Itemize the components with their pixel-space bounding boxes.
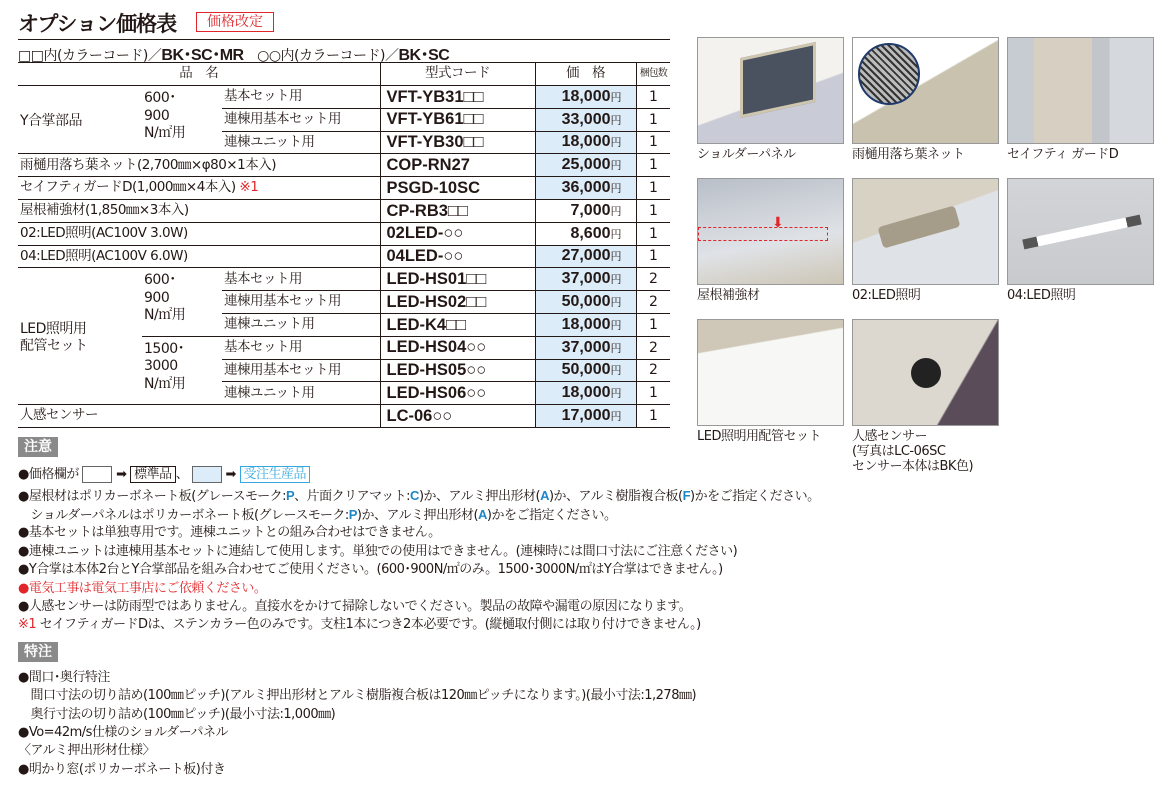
group-label: 600･ 900 N/㎡用 (142, 268, 222, 336)
qty-cell: 2 (636, 336, 670, 359)
circle-codes: BK･SC (398, 47, 450, 64)
header-code: 型式コード (380, 63, 535, 86)
square-code-label: □□内(カラーコード)／ (18, 48, 162, 64)
yen-unit: 円 (610, 114, 622, 127)
price-value: 25,000 (561, 156, 611, 174)
qty-cell: 1 (636, 86, 670, 109)
product-photo (852, 37, 999, 144)
price-value: 18,000 (561, 87, 611, 105)
standard-swatch (82, 466, 112, 483)
price-value: 50,000 (561, 361, 611, 379)
yen-unit: 円 (610, 91, 622, 104)
price-value: 27,000 (561, 247, 611, 265)
qty-cell: 2 (636, 268, 670, 291)
table-row (18, 268, 670, 291)
page-title: オプション価格表 (18, 12, 177, 36)
price-value: 50,000 (561, 293, 611, 311)
price-cell (535, 177, 636, 200)
note-line: ●連棟ユニットは連棟用基本セットに連結して使用します。単独での使用はできません。(連棟時には間口寸法にご注意ください) (18, 543, 738, 559)
item-name-text: セイフティガードD(1,000㎜×4本入) (20, 179, 236, 196)
product-code: LED-HS05○○ (380, 359, 535, 382)
qty-cell: 2 (636, 359, 670, 382)
price-value: 37,000 (561, 270, 611, 288)
net-shape (858, 43, 920, 105)
note-sensor: ●人感センサーは防雨型ではありません。直接水をかけて掃除しないでください。製品の故障や漏電の原因になります。 (18, 599, 692, 614)
yen-unit: 円 (610, 228, 622, 241)
price-value: 18,000 (561, 133, 611, 151)
product-code: LED-K4□□ (380, 313, 535, 336)
product-code: VFT-YB61□□ (380, 108, 535, 131)
footnote-text: セイフティガードDは、ステンカラー色のみです。支柱1本につき2本必要です。(縦樋取付側には取り付けできません。) (36, 617, 701, 632)
yen-unit: 円 (610, 365, 622, 378)
highlight-box (698, 227, 828, 241)
yen-unit: 円 (610, 137, 622, 150)
product-code: VFT-YB31□□ (380, 86, 535, 109)
note-line: ●Y合掌は本体2台とY合掌部品を組み合わせてご使用ください。(600･900N/㎡のみ。1500･3000N/㎡はY合掌はできません。) (18, 562, 723, 577)
product-code: LED-HS04○○ (380, 336, 535, 359)
footnote (18, 617, 701, 633)
yen-unit: 円 (610, 342, 622, 355)
product-photo (1007, 37, 1154, 144)
photo-caption: 屋根補強材 (697, 288, 760, 303)
header-price: 価 格 (535, 63, 636, 86)
price-value: 17,000 (561, 407, 611, 425)
item-subname: 連棟用基本セット用 (222, 291, 380, 314)
item-name (18, 222, 380, 245)
table-row (18, 245, 670, 268)
photo-caption: 雨樋用落ち葉ネット (852, 147, 965, 162)
legend-prefix: ●価格欄が (18, 467, 79, 482)
qty-cell: 1 (636, 222, 670, 245)
price-value: 18,000 (561, 315, 611, 333)
qty-cell: 1 (636, 245, 670, 268)
photo-caption: 04:LED照明 (1007, 288, 1076, 303)
special-line: ●間口･奥行特注 (18, 670, 110, 685)
special-line: ●Vo=42m/s仕様のショルダーパネル (18, 724, 229, 740)
product-photo (697, 178, 844, 285)
price-value: 8,600 (570, 224, 611, 242)
qty-cell: 1 (636, 199, 670, 222)
qty-cell: 1 (636, 131, 670, 154)
product-photo (697, 37, 844, 144)
special-badge: 特注 (18, 642, 58, 662)
item-name: 人感センサー (18, 405, 380, 428)
item-name (18, 177, 380, 200)
product-code: CP-RB3□□ (380, 199, 535, 222)
product-code: LED-HS02□□ (380, 291, 535, 314)
price-cell (535, 268, 636, 291)
price-value: 18,000 (561, 384, 611, 402)
product-code: LC-06○○ (380, 405, 535, 428)
product-photo (852, 178, 999, 285)
item-name-text: 雨樋用落ち葉ネット(2,700㎜×φ80×1本入) (20, 156, 276, 173)
notes-badge: 注意 (18, 437, 58, 457)
yen-unit: 円 (610, 183, 622, 196)
price-cell (535, 313, 636, 336)
table-row (18, 154, 670, 177)
table-row (18, 222, 670, 245)
price-cell (535, 108, 636, 131)
price-cell (535, 245, 636, 268)
price-value: 7,000 (570, 201, 611, 219)
panel-shape (740, 42, 816, 118)
product-code: COP-RN27 (380, 154, 535, 177)
note-line: ショルダーパネルはポリカーボネート板(グレースモーク:P)か、アルミ押出形材(A)かをご指定ください。 (18, 506, 617, 523)
yen-unit: 円 (610, 251, 622, 264)
price-cell (535, 131, 636, 154)
item-name-text: 屋根補強材(1,850㎜×3本入) (20, 202, 189, 219)
qty-cell: 1 (636, 177, 670, 200)
item-subname: 連棟用基本セット用 (222, 359, 380, 382)
product-code: VFT-YB30□□ (380, 131, 535, 154)
group-label: LED照明用 配管セット (18, 268, 142, 405)
item-name (18, 199, 380, 222)
separator: 、 (175, 467, 189, 482)
product-code: PSGD-10SC (380, 177, 535, 200)
price-cell (535, 199, 636, 222)
item-name-text: 02:LED照明(AC100V 3.0W) (20, 224, 188, 241)
qty-cell: 1 (636, 108, 670, 131)
square-codes: BK･SC･MR (161, 47, 244, 64)
product-code: 02LED-○○ (380, 222, 535, 245)
table-row (18, 86, 670, 109)
qty-cell: 2 (636, 291, 670, 314)
product-photo (852, 319, 999, 426)
arrow-icon: ➡ (116, 467, 127, 482)
qty-cell: 1 (636, 313, 670, 336)
photo-caption: 02:LED照明 (852, 288, 921, 303)
item-name (18, 154, 380, 177)
sensor-shape (911, 358, 941, 388)
qty-cell: 1 (636, 382, 670, 405)
qty-cell: 1 (636, 405, 670, 428)
price-cell (535, 359, 636, 382)
price-value: 36,000 (561, 179, 611, 197)
price-cell (535, 86, 636, 109)
special-line: ●明かり窓(ポリカーボネート板)付き (18, 761, 226, 777)
table-row (18, 405, 670, 428)
qty-cell: 1 (636, 154, 670, 177)
product-code: LED-HS06○○ (380, 382, 535, 405)
item-subname: 連棟ユニット用 (222, 382, 380, 405)
item-name (18, 245, 380, 268)
standard-label: 標準品 (130, 466, 176, 483)
item-subname: 連棟用基本セット用 (222, 108, 380, 131)
product-code: LED-HS01□□ (380, 268, 535, 291)
divider (18, 39, 670, 40)
price-cell (535, 154, 636, 177)
group-label: 1500･ 3000 N/㎡用 (142, 336, 222, 404)
group-label: Y合掌部品 (18, 86, 142, 154)
price-legend (18, 466, 310, 483)
arrow-down-icon: ⬇ (772, 215, 784, 231)
arrow-icon: ➡ (225, 467, 236, 482)
header-qty: 梱包数 (636, 63, 670, 86)
photo-caption: LED照明用配管セット (697, 429, 821, 444)
price-cell (535, 382, 636, 405)
note-line: ●屋根材はポリカーボネート板(グレースモーク:P、片面クリアマット:C)か、アルミ押出形材(A)か、アルミ樹脂複合板(F)かをご指定ください。 (18, 488, 820, 504)
item-subname: 基本セット用 (222, 336, 380, 359)
yen-unit: 円 (610, 297, 622, 310)
led-shape (878, 205, 961, 248)
footnote-mark: ※1 (239, 179, 259, 196)
table-row (18, 177, 670, 200)
item-name-text: 04:LED照明(AC100V 6.0W) (20, 247, 188, 264)
note-line: ●基本セットは単独専用です。連棟ユニットとの組み合わせはできません。 (18, 525, 441, 540)
yen-unit: 円 (610, 274, 622, 287)
order-swatch (192, 466, 222, 483)
price-cell (535, 291, 636, 314)
price-cell (535, 336, 636, 359)
price-value: 37,000 (561, 338, 611, 356)
yen-unit: 円 (610, 205, 622, 218)
special-line: 奥行寸法の切り詰め(100㎜ピッチ)(最小寸法:1,000㎜) (18, 706, 336, 722)
header-name: 品 名 (18, 63, 380, 86)
led-bar-shape (1022, 215, 1141, 250)
special-line: 〈アルミ押出形材仕様〉 (18, 743, 155, 759)
yen-unit: 円 (610, 160, 622, 173)
item-subname: 連棟ユニット用 (222, 313, 380, 336)
item-subname: 連棟ユニット用 (222, 131, 380, 154)
item-subname: 基本セット用 (222, 268, 380, 291)
yen-unit: 円 (610, 411, 622, 424)
price-table (18, 62, 670, 428)
order-label: 受注生産品 (240, 466, 311, 483)
yen-unit: 円 (610, 388, 622, 401)
product-photo (697, 319, 844, 426)
note-electric: ●電気工事は電気工事店にご依頼ください。 (18, 581, 267, 596)
special-line: 間口寸法の切り詰め(100㎜ピッチ)(アルミ押出形材とアルミ樹脂複合板は120㎜ピッチになります。)(最小寸法:1,278㎜) (18, 688, 697, 704)
price-value: 33,000 (561, 110, 611, 128)
photo-caption: セイフティ ガードD (1007, 147, 1119, 162)
group-label: 600･ 900 N/㎡用 (142, 86, 222, 154)
table-row (18, 199, 670, 222)
photo-caption: 人感センサー (写真はLC-06SC センサー本体はBK色) (852, 429, 974, 474)
yen-unit: 円 (610, 319, 622, 332)
price-cell (535, 405, 636, 428)
circle-code-label: ○○内(カラーコード)／ (257, 48, 399, 64)
footnote-mark: ※1 (18, 617, 37, 632)
product-photo (1007, 178, 1154, 285)
price-revision-badge: 価格改定 (196, 12, 274, 32)
item-subname: 基本セット用 (222, 86, 380, 109)
photo-caption: ショルダーパネル (697, 147, 796, 162)
product-code: 04LED-○○ (380, 245, 535, 268)
price-cell (535, 222, 636, 245)
